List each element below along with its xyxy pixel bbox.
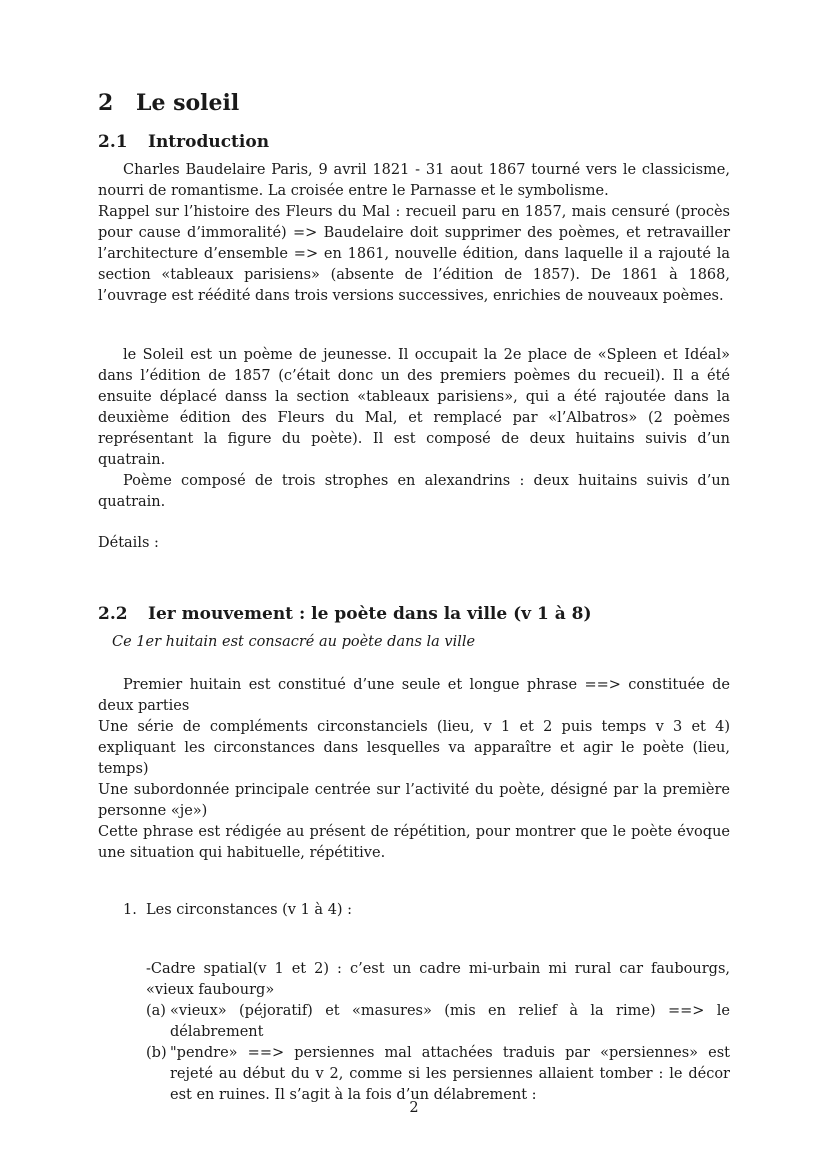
mouvement-paragraph-1: Premier huitain est constitué d’une seule et longue phrase ==> constituée de deux parties — [98, 677, 730, 714]
mouvement-paragraph-4: Cette phrase est rédigée au présent de répétition, pour montrer que le poète évoque une situation qui habituelle, répétitive. — [98, 824, 730, 861]
intro-paragraph-2: Rappel sur l’histoire des Fleurs du Mal : recueil paru en 1857, mais censuré (procès pour cause d’immoralité) => Baudelaire doit supprimer des poèmes, et retravailler l’architecture d’ensemble => en 1861, nouvelle édition, dans laquelle il a rajouté la section «tableaux parisiens» (absente de l’édition de 1857). De 1861 à 1868, l’ouvrage est réédité dans trois versions successives, enrichies de nouveaux poèmes. — [98, 204, 730, 304]
sub-list-item — [146, 1001, 730, 1043]
subsection-number: 2.1 — [98, 132, 128, 152]
intro-paragraph-1: Charles Baudelaire Paris, 9 avril 1821 - 31 aout 1867 tourné vers le classicisme, nourri de romantisme. La croisée entre le Parnasse et le symbolisme. — [98, 162, 730, 199]
mouvement-paragraph-3: Une subordonnée principale centrée sur l’activité du poète, désigné par la première personne «je») — [98, 782, 730, 819]
subsection-title: Introduction — [148, 132, 270, 152]
mouvement-subtitle: Ce 1er huitain est consacré au poète dans la ville — [112, 634, 476, 650]
cadre-spatial-paragraph: -Cadre spatial(v 1 et 2) : c’est un cadre mi-urbain mi rural car faubourgs, «vieux faubourg» — [146, 961, 730, 998]
sub-list-item-label: (a) — [146, 1003, 166, 1019]
section-number: 2 — [98, 90, 114, 116]
subsection-heading-mouvement — [98, 604, 730, 624]
list-item-label: 1. — [123, 902, 137, 918]
subsection-heading-intro — [98, 132, 730, 152]
section-heading — [98, 90, 730, 116]
list-item-text: Les circonstances (v 1 à 4) : — [146, 902, 353, 918]
intro-paragraph-4: Poème composé de trois strophes en alexandrins : deux huitains suivis d’un quatrain. — [98, 473, 730, 510]
intro-paragraph-3: le Soleil est un poème de jeunesse. Il occupait la 2e place de «Spleen et Idéal» dans l’édition de 1857 (c’était donc un des premiers poèmes du recueil). Il a été ensuite déplacé danss la section «tableaux parisiens», qui a été rajoutée dans la deuxième édition des Fleurs du Mal, et remplacé par «l’Albatros» (2 poèmes représentant la figure du poète). Il est composé de deux huitains suivis d’un quatrain. — [98, 347, 730, 468]
sub-list-item — [146, 1043, 730, 1106]
subsection-number: 2.2 — [98, 604, 128, 624]
sub-list-item-text: «vieux» (péjoratif) et «masures» (mis en relief à la rime) ==> le délabrement — [170, 1003, 730, 1040]
sub-list-item-label: (b) — [146, 1045, 167, 1061]
page-number: 2 — [409, 1100, 419, 1116]
details-label: Détails : — [98, 535, 159, 551]
page-content — [98, 90, 730, 1106]
sub-list-item-text: "pendre» ==> persiennes mal attachées traduis par «persiennes» est rejeté au début du v 2, comme si les persiennes allaient tomber : le décor est en ruines. Il s’agit à la fois d’un délabrement : — [170, 1045, 730, 1103]
section-title: Le soleil — [136, 90, 240, 116]
list-item — [98, 900, 730, 921]
subsection-title: Ier mouvement : le poète dans la ville (v 1 à 8) — [148, 604, 592, 624]
mouvement-paragraph-2: Une série de compléments circonstanciels (lieu, v 1 et 2 puis temps v 3 et 4) expliquant les circonstances dans lesquelles va apparaître et agir le poète (lieu, temps) — [98, 719, 730, 777]
